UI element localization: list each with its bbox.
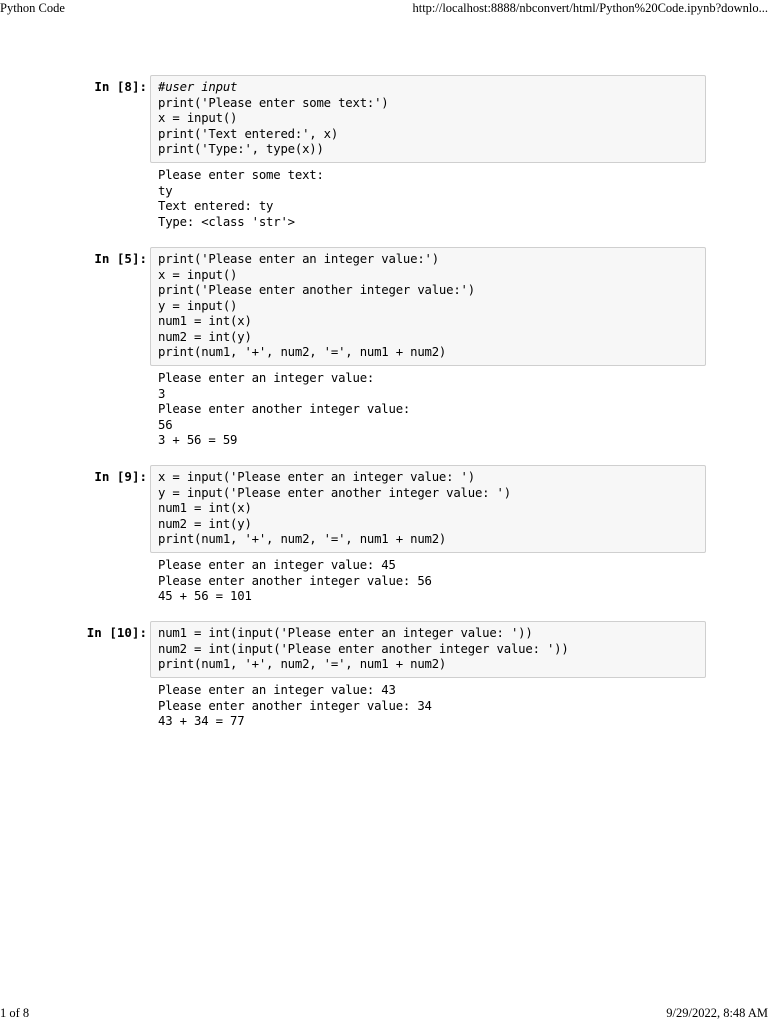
code-line: print('Please enter some text:') [158, 95, 389, 110]
code-line: x = input('Please enter an integer value: ') [158, 470, 475, 484]
code-input-area[interactable] [150, 465, 706, 553]
print-footer [0, 1004, 768, 1024]
code-line: num1 = int(x) [158, 314, 252, 328]
code-line: print(num1, '+', num2, '=', num1 + num2) [158, 532, 447, 546]
code-line: x = input() [158, 267, 238, 282]
output-line: 43 + 34 = 77 [158, 714, 245, 728]
document-title: Python Code [0, 1, 65, 15]
page-counter: 1 of 8 [0, 1006, 30, 1020]
code-line: print(num1, '+', num2, '=', num1 + num2) [158, 345, 447, 359]
output-line: Please enter an integer value: [158, 371, 375, 385]
code-line: x = input() [158, 111, 238, 125]
cell-prompt: In [9]: [94, 469, 147, 484]
code-input-area[interactable] [150, 621, 706, 678]
output-line: ty [158, 183, 173, 198]
code-line: print('Please enter an integer value:') [158, 252, 439, 266]
cell-prompt: In [10]: [86, 625, 147, 640]
output-line: Please enter an integer value: 45 [158, 558, 396, 572]
output-line: Please enter an integer value: 43 [158, 683, 396, 697]
print-header [0, 0, 768, 20]
code-input-area[interactable] [150, 75, 706, 163]
output-line: 56 [158, 417, 173, 432]
code-line: num2 = int(y) [158, 516, 252, 531]
cell-output [158, 683, 432, 730]
output-line: Please enter another integer value: 56 [158, 573, 432, 588]
code-line: y = input() [158, 298, 238, 313]
code-input-area[interactable] [150, 247, 706, 366]
output-line: 3 [158, 386, 166, 401]
code-line: print('Type:', type(x)) [158, 142, 324, 156]
output-line: Please enter another integer value: [158, 402, 411, 416]
code-line: print('Text entered:', x) [158, 126, 339, 141]
cell-prompt: In [5]: [94, 251, 147, 266]
output-line: 45 + 56 = 101 [158, 589, 252, 603]
cell-prompt: In [8]: [94, 79, 147, 94]
code-line: num1 = int(input('Please enter an integer value: ')) [158, 626, 533, 640]
output-line: 3 + 56 = 59 [158, 433, 238, 447]
code-line: num2 = int(input('Please enter another integer value: ')) [158, 641, 569, 656]
output-line: Type: <class 'str'> [158, 214, 295, 229]
output-line: Please enter some text: [158, 168, 324, 182]
output-line: Text entered: ty [158, 199, 274, 213]
cell-output [158, 371, 410, 449]
code-line: num2 = int(y) [158, 329, 252, 344]
code-line: y = input('Please enter another integer value: ') [158, 485, 511, 500]
print-date: 9/29/2022, 8:48 AM [666, 1006, 768, 1020]
output-line: Please enter another integer value: 34 [158, 698, 432, 713]
code-line: print(num1, '+', num2, '=', num1 + num2) [158, 657, 447, 671]
code-line: #user input [158, 80, 238, 94]
code-line: num1 = int(x) [158, 501, 252, 515]
code-line: print('Please enter another integer value:') [158, 283, 475, 297]
cell-output [158, 168, 324, 230]
cell-output [158, 558, 432, 605]
document-url: http://localhost:8888/nbconvert/html/Python%20Code.ipynb?downlo... [412, 1, 768, 15]
